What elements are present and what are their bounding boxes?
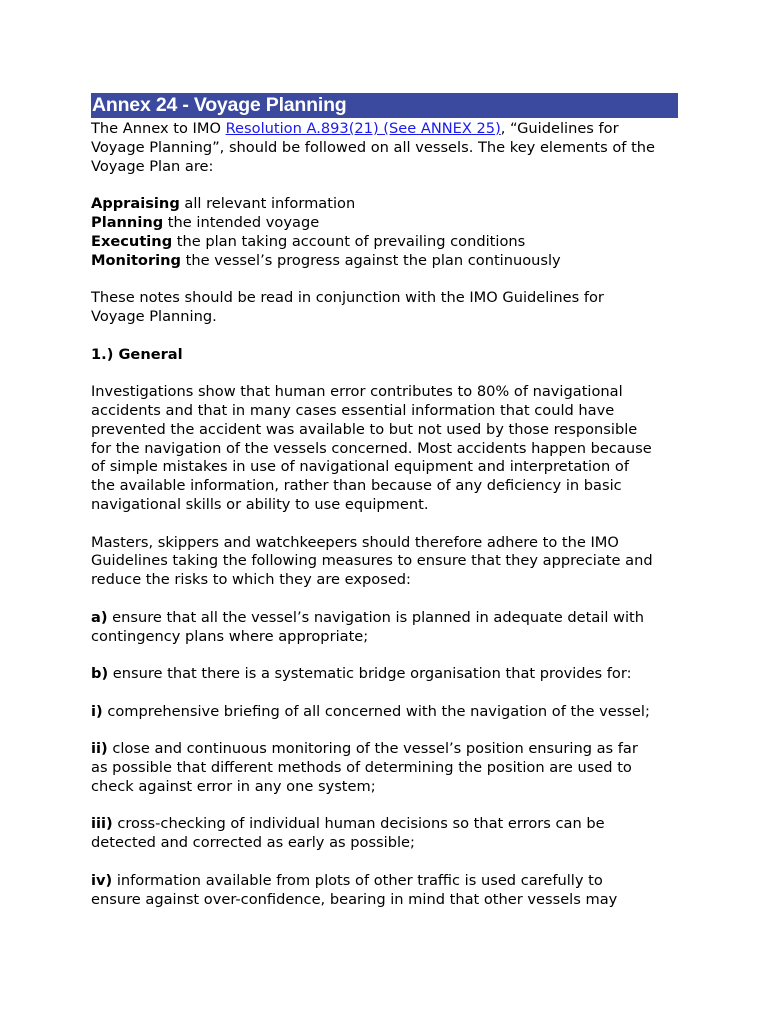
item-iii-line: detected and corrected as early as possible; xyxy=(91,834,415,852)
investigations-line: for the navigation of the vessels concerned. Most accidents happen because xyxy=(91,439,652,457)
section-heading xyxy=(91,346,691,365)
key-element-monitoring xyxy=(91,252,691,271)
item-text: cross-checking of individual human decisions so that errors can be xyxy=(112,815,605,833)
investigations-line: prevented the accident was available to but not used by those responsible xyxy=(91,420,638,438)
intro-line-3: Voyage Plan are: xyxy=(91,157,214,175)
key-element-executing xyxy=(91,233,691,252)
item-label: ii) xyxy=(91,740,108,758)
resolution-link[interactable]: Resolution A.893(21) (See ANNEX 25) xyxy=(225,120,501,137)
item-text: information available from plots of other traffic is used carefully to xyxy=(112,871,603,889)
item-label: i) xyxy=(91,702,103,720)
spacer xyxy=(91,722,691,741)
key-term: Planning xyxy=(91,213,164,231)
key-term: Executing xyxy=(91,232,173,250)
key-element-appraising xyxy=(91,195,691,214)
intro-pre-text: The Annex to IMO xyxy=(91,120,226,137)
intro-post-text: , “Guidelines for xyxy=(500,120,619,137)
investigations-line: the available information, rather than because of any deficiency in basic xyxy=(91,477,622,495)
item-i-line xyxy=(91,703,691,722)
key-term: Monitoring xyxy=(91,251,181,269)
item-a-line xyxy=(91,609,691,628)
notes-line-2: Voyage Planning. xyxy=(91,307,217,325)
document-page xyxy=(91,93,691,909)
key-text: all relevant information xyxy=(179,195,356,213)
investigations-line: accidents and that in many cases essential information that could have xyxy=(91,401,615,419)
spacer xyxy=(91,684,691,703)
masters-line: reduce the risks to which they are exposed: xyxy=(91,571,411,589)
page-title: Annex 24 - Voyage Planning xyxy=(91,93,678,118)
item-iv-line: ensure against over-confidence, bearing in mind that other vessels may xyxy=(91,890,618,908)
investigations-line: of simple mistakes in use of navigational equipment and interpretation of xyxy=(91,458,629,476)
spacer xyxy=(91,327,691,346)
spacer xyxy=(91,364,691,383)
item-text: close and continuous monitoring of the vessel’s position ensuring as far xyxy=(107,740,638,758)
section-heading-text: 1.) General xyxy=(91,345,183,363)
spacer xyxy=(91,515,691,534)
spacer xyxy=(91,590,691,609)
item-text: ensure that all the vessel’s navigation is planned in adequate detail with xyxy=(107,608,645,626)
spacer xyxy=(91,797,691,816)
item-iv-line xyxy=(91,872,691,891)
masters-line: Guidelines taking the following measures to ensure that they appreciate and xyxy=(91,552,653,570)
key-text: the plan taking account of prevailing conditions xyxy=(172,232,526,250)
item-iii-line xyxy=(91,815,691,834)
spacer xyxy=(91,176,691,195)
item-label: iii) xyxy=(91,815,113,833)
spacer xyxy=(91,853,691,872)
spacer xyxy=(91,270,691,289)
item-a-line: contingency plans where appropriate; xyxy=(91,627,369,645)
item-text: ensure that there is a systematic bridge organisation that provides for: xyxy=(108,665,632,683)
investigations-line: navigational skills or ability to use equipment. xyxy=(91,495,429,513)
key-text: the intended voyage xyxy=(163,213,320,231)
key-element-planning xyxy=(91,214,691,233)
item-label: a) xyxy=(91,608,108,626)
item-ii-line: check against error in any one system; xyxy=(91,777,376,795)
item-ii-line: as possible that different methods of determining the position are used to xyxy=(91,759,632,777)
intro-line-1 xyxy=(91,120,691,139)
item-ii-line xyxy=(91,740,691,759)
item-label: b) xyxy=(91,665,109,683)
item-text: comprehensive briefing of all concerned with the navigation of the vessel; xyxy=(102,702,650,720)
item-label: iv) xyxy=(91,871,113,889)
notes-line-1: These notes should be read in conjunction with the IMO Guidelines for xyxy=(91,289,604,307)
investigations-line: Investigations show that human error contributes to 80% of navigational xyxy=(91,383,623,401)
key-term: Appraising xyxy=(91,195,180,213)
spacer xyxy=(91,646,691,665)
intro-line-2: Voyage Planning”, should be followed on all vessels. The key elements of the xyxy=(91,138,656,156)
masters-line: Masters, skippers and watchkeepers should therefore adhere to the IMO xyxy=(91,533,619,551)
key-text: the vessel’s progress against the plan continuously xyxy=(180,251,561,269)
item-b-line xyxy=(91,665,691,684)
